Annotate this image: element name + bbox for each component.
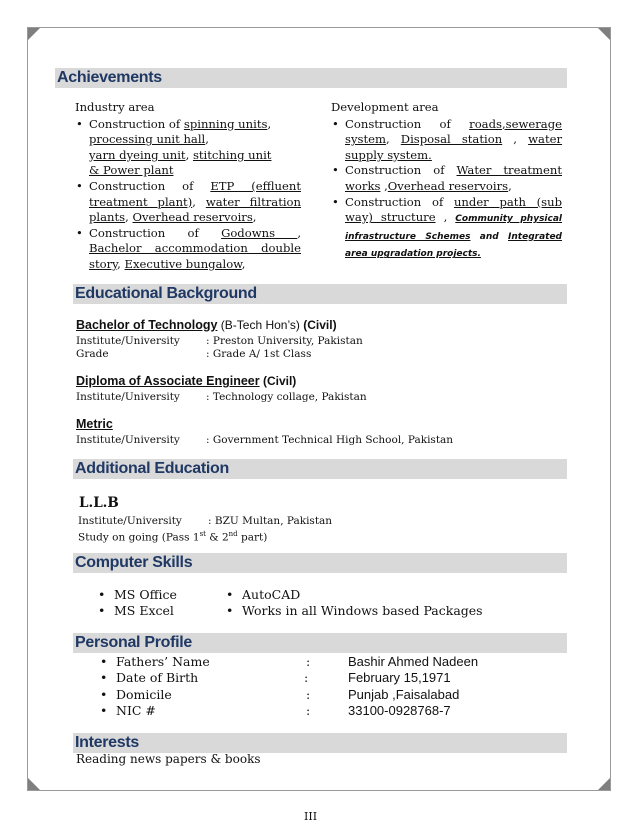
bachelor-grade-row: Grade : Grade A/ 1st Class: [76, 348, 312, 360]
list-item: • Construction of ETP (effluent treatment plant), water filtration plants, Overhead reservoirs,: [75, 179, 301, 226]
llb-title: L.L.B: [79, 495, 119, 511]
diploma-degree: Diploma of Associate Engineer (Civil): [76, 374, 297, 388]
bachelor-degree: Bachelor of Technology (B-Tech Hon’s) (Civil): [76, 318, 337, 332]
interests-text: Reading news papers & books: [76, 752, 261, 766]
list-item: • Construction of roads,sewerage system, Disposal station , water supply system.: [331, 117, 562, 164]
list-item: • MS Office: [98, 587, 177, 603]
industry-area-column: [75, 100, 301, 273]
list-item: • Construction of Water treatment works ,Overhead reservoirs,: [331, 163, 562, 194]
computer-skills-right: [226, 587, 483, 619]
interests-heading: Interests: [73, 733, 567, 753]
list-item: • Construction of spinning units, processing unit hall, yarn dyeing unit, stitching unit & Power plant: [75, 117, 301, 179]
computer-skills-heading: Computer Skills: [73, 553, 567, 573]
metric-degree: Metric: [76, 417, 113, 431]
development-area-column: [331, 100, 562, 263]
list-item: • MS Excel: [98, 603, 177, 619]
page-number: III: [304, 810, 318, 823]
computer-skills-left: [98, 587, 177, 619]
corner-ornament: [598, 28, 610, 40]
development-area-title: Development area: [331, 100, 439, 114]
list-item: • AutoCAD: [226, 587, 483, 603]
list-item: • Construction of under path (sub way) structure , Community physical infrastructure Schemes and Integrated area upgradation projects.: [331, 195, 562, 263]
industry-area-title: Industry area: [75, 100, 155, 114]
additional-education-heading: Additional Education: [73, 459, 567, 479]
list-item: • Construction of Godowns , Bachelor accommodation double story, Executive bungalow,: [75, 226, 301, 273]
corner-ornament: [28, 778, 40, 790]
list-item: • Works in all Windows based Packages: [226, 603, 483, 619]
bachelor-institute-row: Institute/University : Preston University, Pakistan: [76, 335, 363, 347]
personal-profile-heading: Personal Profile: [73, 633, 567, 653]
diploma-institute-row: Institute/University : Technology collage, Pakistan: [76, 391, 367, 403]
education-heading: Educational Background: [73, 284, 567, 304]
metric-institute-row: Institute/University : Government Technical High School, Pakistan: [76, 434, 454, 446]
llb-institute-row: Institute/University : BZU Multan, Pakistan: [78, 515, 333, 527]
llb-study-status: Study on going (Pass 1st & 2nd part): [78, 530, 268, 544]
corner-ornament: [28, 28, 40, 40]
achievements-heading: Achievements: [55, 68, 567, 88]
corner-ornament: [598, 778, 610, 790]
